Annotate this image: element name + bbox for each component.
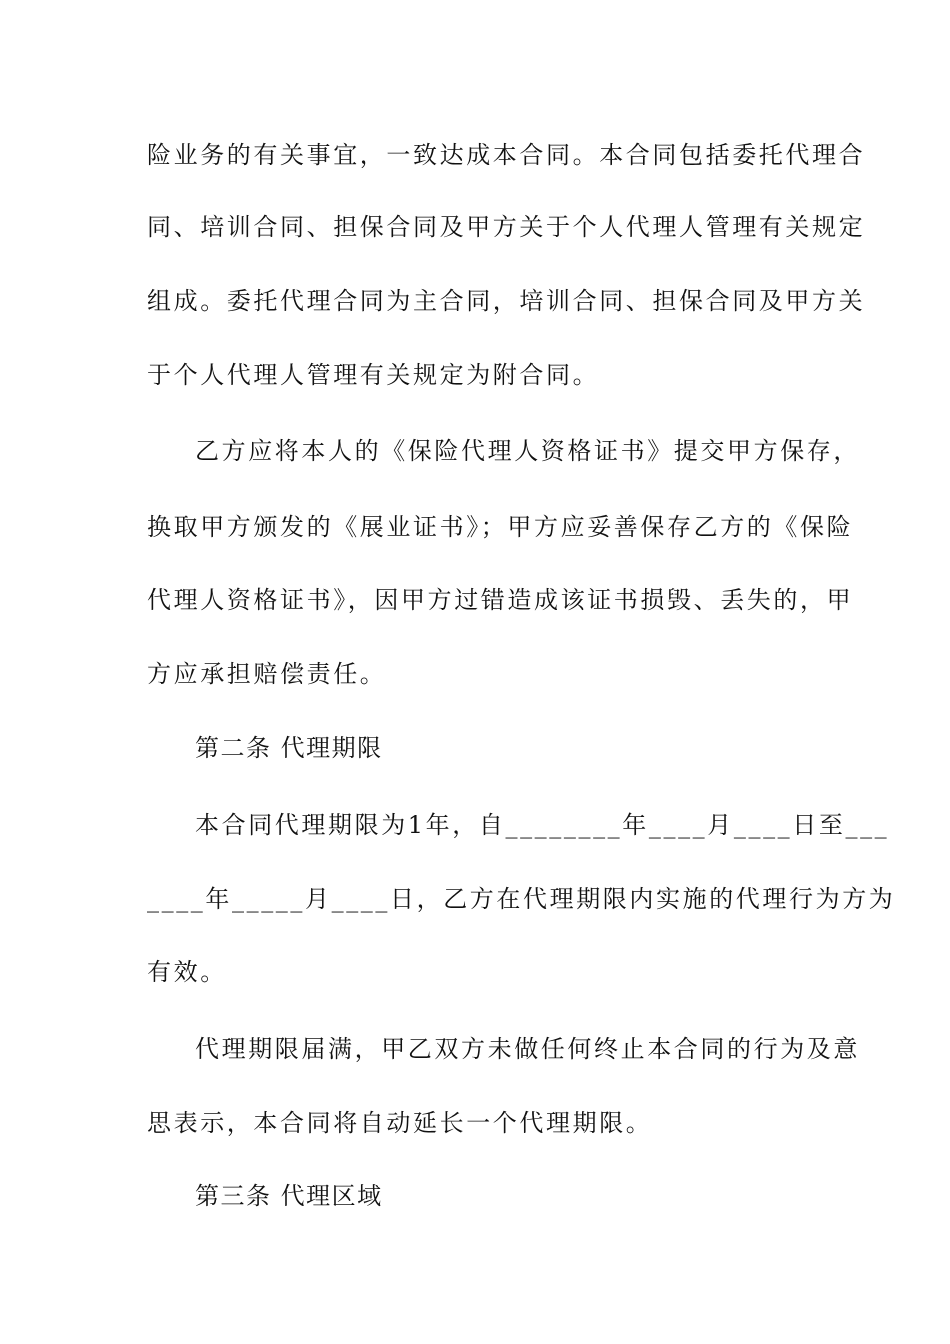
body-text-line: 险业务的有关事宜，一致达成本合同。本合同包括委托代理合 (147, 141, 866, 169)
section-heading: 第二条 代理期限 (195, 734, 383, 762)
body-text-line: 组成。委托代理合同为主合同，培训合同、担保合同及甲方关 (147, 287, 866, 315)
body-text-line: 同、培训合同、担保合同及甲方关于个人代理人管理有关规定 (147, 213, 866, 241)
body-text-line: 代理人资格证书》，因甲方过错造成该证书损毁、丢失的，甲 (147, 586, 854, 614)
body-text-line: 乙方应将本人的《保险代理人资格证书》提交甲方保存， (195, 437, 860, 465)
body-text-line: 换取甲方颁发的《展业证书》；甲方应妥善保存乙方的《保险 (147, 513, 854, 541)
section-heading: 第三条 代理区域 (195, 1182, 383, 1210)
body-text-line: 有效。 (147, 958, 227, 986)
body-text-line: 代理期限届满，甲乙双方未做任何终止本合同的行为及意 (195, 1035, 860, 1063)
body-text-line: ____年_____月____日，乙方在代理期限内实施的代理行为方为 (147, 885, 896, 913)
body-text-line: 方应承担赔偿责任。 (147, 660, 387, 688)
body-text-line: 于个人代理人管理有关规定为附合同。 (147, 361, 600, 389)
body-text-line: 思表示，本合同将自动延长一个代理期限。 (147, 1109, 653, 1137)
body-text-line: 本合同代理期限为1年，自________年____月____日至___ (195, 811, 890, 839)
